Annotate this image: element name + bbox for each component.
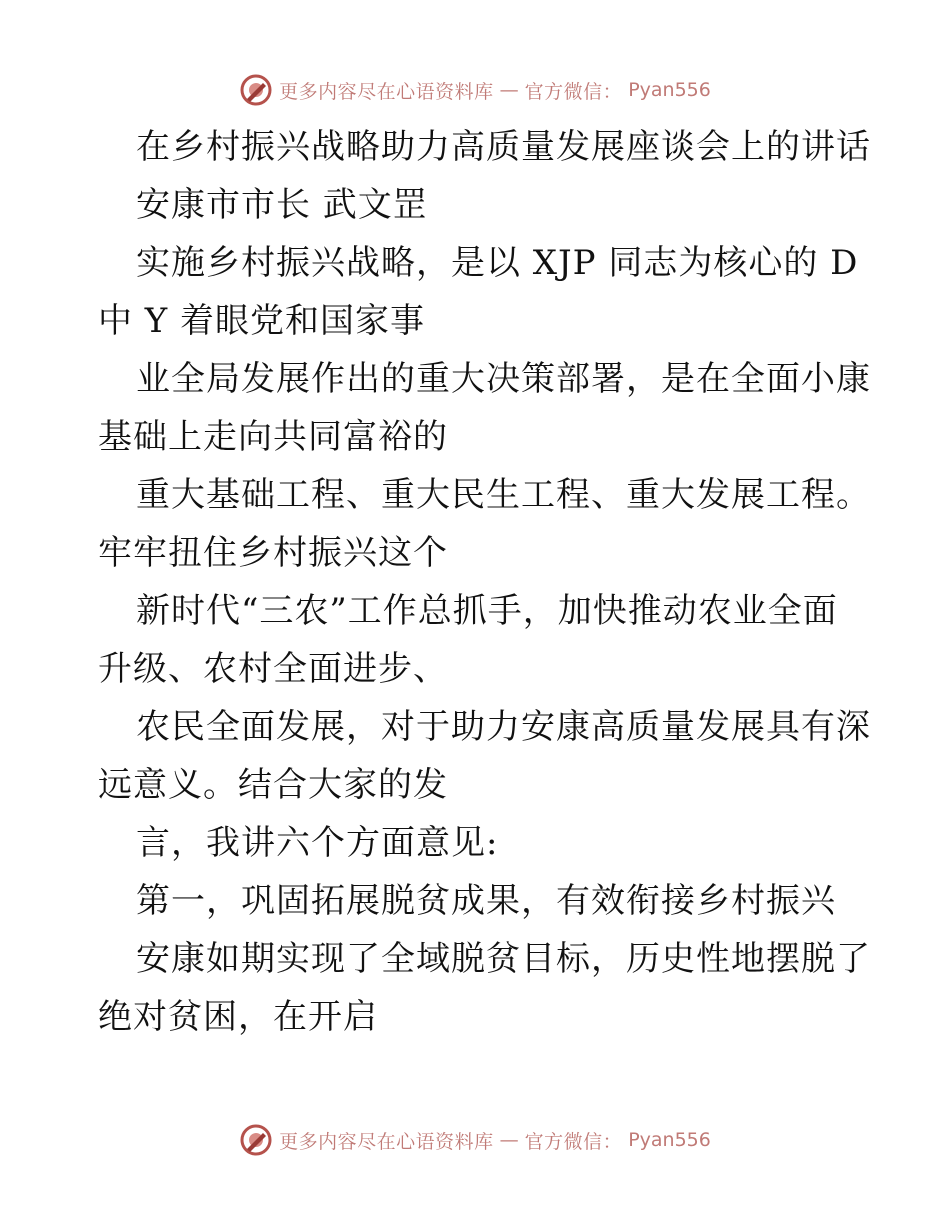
watermark-separator: —	[499, 79, 519, 101]
doc-title: 在乡村振兴战略助力高质量发展座谈会上的讲话	[136, 127, 871, 167]
watermark-wechat-handle: Pyan556	[628, 1129, 711, 1151]
doc-line: 绝对贫困，在开启	[98, 997, 378, 1037]
watermark-wechat-label: 官方微信：	[524, 1130, 623, 1153]
doc-line: 升级、农村全面进步、	[98, 649, 448, 689]
watermark-wechat-handle: Pyan556	[628, 79, 711, 101]
doc-line: 新时代“三农”工作总抓手，加快推动农业全面	[136, 591, 838, 631]
footer-watermark	[0, 1120, 950, 1160]
watermark-brand-text: 更多内容尽在心语资料库	[279, 1130, 494, 1153]
doc-line: 牢牢扭住乡村振兴这个	[98, 533, 448, 573]
document-body	[98, 118, 871, 1046]
doc-line: 农民全面发展，对于助力安康高质量发展具有深	[136, 707, 871, 747]
doc-line: 远意义。结合大家的发	[98, 765, 448, 805]
doc-line: 基础上走向共同富裕的	[98, 417, 448, 457]
doc-author: 安康市市长 武文罡	[136, 185, 428, 225]
header-watermark	[0, 70, 950, 110]
doc-line: 安康如期实现了全域脱贫目标，历史性地摆脱了	[136, 939, 871, 979]
doc-line: 实施乡村振兴战略，是以 XJP 同志为核心的 D	[136, 243, 859, 283]
doc-line: 言，我讲六个方面意见:	[136, 823, 499, 863]
pen-circle-logo-icon	[239, 1123, 273, 1157]
section-heading: 第一，巩固拓展脱贫成果，有效衔接乡村振兴	[136, 881, 836, 921]
pen-circle-logo-icon	[239, 73, 273, 107]
doc-line: 业全局发展作出的重大决策部署，是在全面小康	[136, 359, 871, 399]
watermark-brand-text: 更多内容尽在心语资料库	[279, 80, 494, 103]
doc-line: 中 Y 着眼党和国家事	[98, 301, 426, 341]
watermark-wechat-label: 官方微信：	[524, 80, 623, 103]
watermark-separator: —	[499, 1129, 519, 1151]
doc-line: 重大基础工程、重大民生工程、重大发展工程。	[136, 475, 871, 515]
